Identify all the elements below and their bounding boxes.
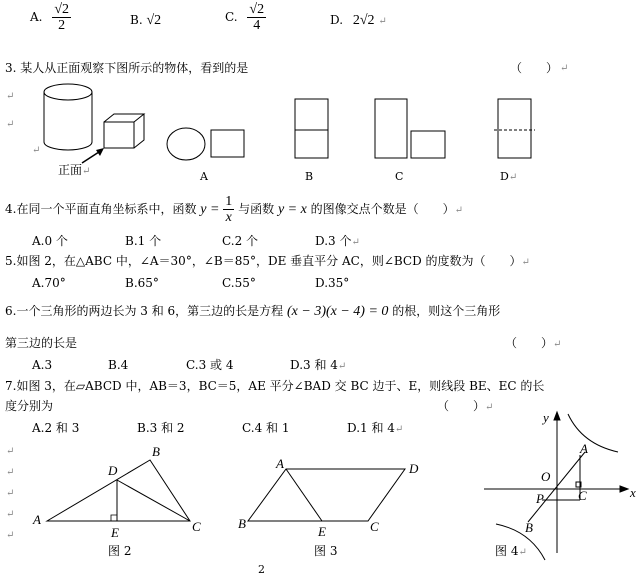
q6-paren-text: （ ） — [505, 336, 554, 350]
q6-stem-a: 6.一个三角形的两边长为 3 和 6，第三边的长是方程 — [5, 304, 284, 318]
fig4-label-b: B — [525, 520, 533, 535]
q2-a-num: √2 — [54, 2, 69, 17]
q4-stem-b: 与函数 — [238, 202, 275, 216]
q4-stem: 4.在同一个平面直角坐标系中，函数 y = $\frac{1}{x}$ 与函数 y = x 的图像交点个数是（ ）↵ — [5, 194, 464, 225]
fig4-caption: 图 4↵ — [495, 544, 527, 558]
q2-d-expr: 2√2 — [352, 13, 375, 28]
q4-stem-a: 4.在同一个平面直角坐标系中，函数 — [5, 202, 197, 216]
q7-option-c: C.4 和 1 — [242, 421, 290, 435]
q4-frac-den: x — [225, 210, 232, 225]
q2-a-label: A. — [30, 10, 43, 24]
q2-b-label: B. — [130, 13, 143, 27]
fig4-label-c: C — [578, 488, 587, 503]
fig3-label-d: D — [409, 461, 419, 476]
q5-option-a: A.70° — [32, 276, 66, 290]
q7-option-d-text: D.1 和 4 — [347, 421, 395, 435]
fig3-caption: 图 3 — [314, 544, 338, 558]
q2-d-label: D. — [330, 13, 344, 27]
fig3-label-c: C — [370, 519, 379, 534]
q7-option-d: D.1 和 4↵ — [347, 421, 404, 435]
fig4-axis-y: y — [543, 410, 549, 425]
q6-stem-b: 的根，则这个三角形 — [392, 304, 501, 318]
q4-option-d: D.3 个↵ — [315, 234, 360, 248]
q2-c-num: √2 — [249, 2, 265, 17]
fig2-label-d: D — [108, 463, 118, 478]
q5-option-c: C.55° — [222, 276, 256, 290]
q7-paren: （ ）↵ — [437, 399, 494, 413]
q5-stem: 5.如图 2，在△ABC 中，∠A＝30°，∠B＝85°，DE 垂直平分 AC，则∠BCD 的度数为（ ）↵ — [5, 254, 530, 268]
fig2-label-a: A — [33, 512, 41, 527]
q2-c-den: 4 — [253, 18, 261, 33]
q3-paren: （ ） — [510, 61, 559, 75]
q4-y-eq-x: y = x — [277, 202, 307, 217]
q3-choice-b: B — [305, 170, 314, 183]
q6-equation: (x − 3)(x − 4) = 0 — [287, 304, 389, 319]
figure-3 — [248, 469, 405, 521]
front-label: 正面↵ — [58, 163, 91, 177]
q3-choice-d: D↵ — [500, 170, 518, 183]
q2-b-expr: √2 — [146, 13, 162, 28]
q7-option-a: A.2 和 3 — [32, 421, 80, 435]
fig4-label-a: A — [580, 441, 588, 456]
fig2-label-b: B — [152, 444, 160, 459]
fig4-axis-x: x — [630, 485, 636, 500]
q7-stem-line1: 7.如图 3，在▱ABCD 中，AB＝3，BC＝5，AE 平分∠BAD 交 BC 边于、E，则线段 BE、EC 的长 — [5, 379, 545, 393]
q4-option-d-text: D.3 个 — [315, 234, 352, 248]
q7-paren-text: （ ） — [437, 399, 486, 413]
fig2-label-e: E — [111, 525, 119, 540]
fig2-label-c: C — [192, 519, 201, 534]
q3-choice-c: C — [395, 170, 404, 183]
fig3-label-a: A — [276, 456, 284, 471]
front-label-text: 正面 — [58, 163, 83, 177]
q5-option-d: D.35° — [315, 276, 350, 290]
q3-stem: 3. 某人从正面观察下图所示的物体，看到的是 — [5, 61, 249, 75]
q2-a-den: 2 — [58, 18, 66, 33]
q6-option-b: B.4 — [108, 358, 129, 372]
q6-paren: （ ）↵ — [505, 336, 562, 350]
figure-2 — [47, 460, 190, 521]
q2-option-d: D. 2√2 ↵ — [330, 13, 387, 28]
fig3-label-b: B — [238, 516, 246, 531]
q4-option-c: C.2 个 — [222, 234, 259, 248]
fig4-label-o: O — [541, 469, 551, 484]
q4-y-eq: y = — [200, 202, 220, 217]
q6-option-a: A.3 — [32, 358, 53, 372]
q6-option-d: D.3 和 4↵ — [290, 358, 347, 372]
q5-stem-text: 5.如图 2，在△ABC 中，∠A＝30°，∠B＝85°，DE 垂直平分 AC，则∠BCD 的度数为（ ） — [5, 254, 522, 268]
q4-option-a: A.0 个 — [32, 234, 68, 248]
fig4-caption-text: 图 4 — [495, 544, 519, 558]
q4-frac-num: 1 — [225, 194, 233, 209]
figure-4 — [484, 412, 628, 560]
q7-stem-line2: 度分别为 — [5, 399, 54, 413]
q4-option-b: B.1 个 — [125, 234, 162, 248]
q3-choice-d-text: D — [500, 170, 509, 183]
q3-choice-a: A — [200, 170, 208, 183]
q2-c-label: C. — [225, 10, 238, 24]
q5-option-b: B.65° — [125, 276, 159, 290]
q6-stem-line2: 第三边的长是 — [5, 336, 78, 350]
q6-option-d-text: D.3 和 4 — [290, 358, 338, 372]
fig3-label-e: E — [318, 524, 326, 539]
fig2-caption: 图 2 — [108, 544, 132, 558]
q6-option-c: C.3 或 4 — [186, 358, 234, 372]
fig4-label-p: P — [536, 491, 544, 506]
q7-option-b: B.3 和 2 — [137, 421, 185, 435]
q4-stem-c: 的图像交点个数是（ ） — [310, 202, 455, 216]
page-number: 2 — [258, 563, 265, 576]
